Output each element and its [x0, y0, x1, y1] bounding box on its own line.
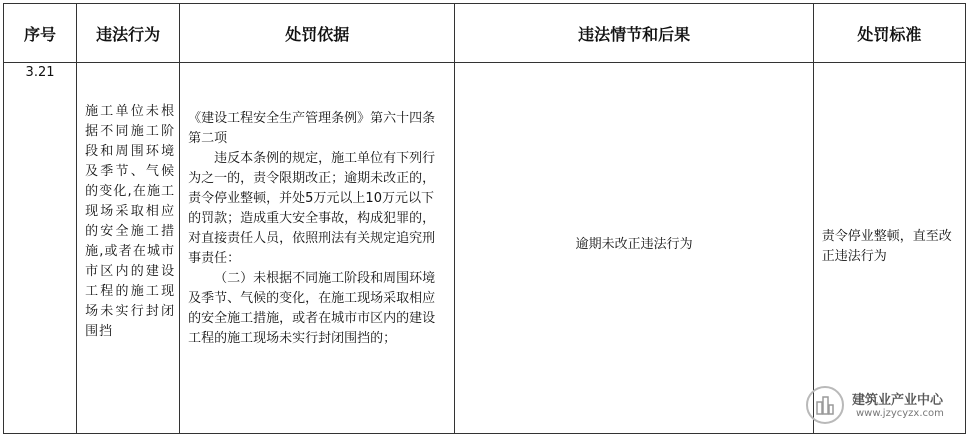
basis-text	[180, 63, 454, 349]
cell-standard	[813, 63, 965, 434]
watermark-url: www.jzycyzx.com	[856, 408, 944, 419]
cell-seq: 3.21	[4, 63, 77, 434]
watermark-name: 建筑业产业中心	[852, 393, 944, 408]
circumstance-text: 逾期未改正违法行为	[575, 237, 693, 252]
header-action: 违法行为	[77, 4, 180, 63]
watermark	[806, 386, 956, 426]
cell-action	[77, 63, 180, 434]
header-row	[4, 4, 966, 63]
basis-title: 《建设工程安全生产管理条例》第六十四条第二项	[188, 111, 436, 146]
table-row	[4, 63, 966, 434]
action-text: 施工单位未根据不同施工阶段和周围环境及季节、气候的变化,在施工现场采取相应的安全施工措施,或者在城市市区内的建设工程的施工现场未实行封闭围挡	[85, 104, 176, 339]
cell-circumstance	[455, 63, 813, 434]
header-basis: 处罚依据	[180, 4, 455, 63]
standard-text: 责令停业整顿，直至改正违法行为	[821, 229, 952, 264]
cell-basis	[180, 63, 455, 434]
basis-paragraph-2: （二）未根据不同施工阶段和周围环境及季节、气候的变化，在施工现场采取相应的安全施工措施，或者在城市市区内的建设工程的施工现场未实行封闭围挡的；	[188, 271, 436, 346]
header-circumstance: 违法情节和后果	[455, 4, 813, 63]
basis-paragraph-1: 违反本条例的规定，施工单位有下列行为之一的，责令限期改正；逾期未改正的，责令停业整顿，并处5万元以上10万元以下的罚款；造成重大安全事故，构成犯罪的，对直接责任人员，依照刑法有关规定追究刑事责任：	[188, 151, 436, 266]
penalty-table	[3, 3, 966, 434]
header-standard: 处罚标准	[813, 4, 965, 63]
building-logo-icon	[806, 386, 844, 424]
header-seq: 序号	[4, 4, 77, 63]
